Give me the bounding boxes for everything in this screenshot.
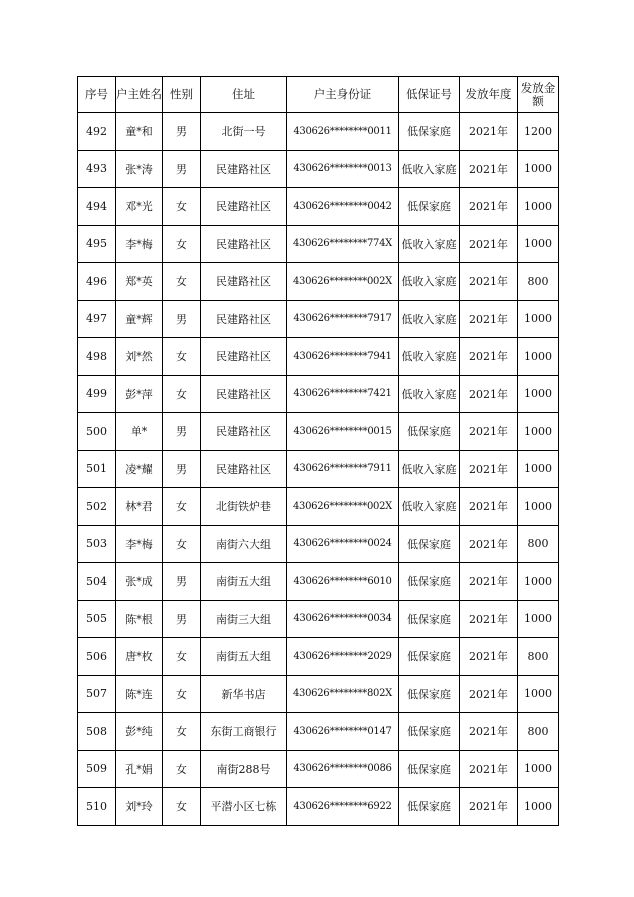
cell-id: 430626********774X <box>287 225 399 263</box>
cell-address: 北街铁炉巷 <box>201 488 287 526</box>
cell-year: 2021年 <box>460 413 518 451</box>
cell-id: 430626********6922 <box>287 788 399 826</box>
cell-address: 南街五大组 <box>201 563 287 601</box>
cell-seq: 505 <box>78 600 116 638</box>
cell-cert: 低收入家庭 <box>399 338 460 376</box>
table-row <box>78 113 559 151</box>
cell-id: 430626********002X <box>287 263 399 301</box>
cell-seq: 504 <box>78 563 116 601</box>
cell-id: 430626********2029 <box>287 638 399 676</box>
header-row <box>78 77 559 113</box>
cell-address: 民建路社区 <box>201 338 287 376</box>
cell-year: 2021年 <box>460 225 518 263</box>
table-row <box>78 375 559 413</box>
cell-year: 2021年 <box>460 300 518 338</box>
cell-amount: 1000 <box>518 150 559 188</box>
cell-name: 张*成 <box>116 563 163 601</box>
cell-seq: 493 <box>78 150 116 188</box>
cell-address: 民建路社区 <box>201 188 287 226</box>
cell-year: 2021年 <box>460 488 518 526</box>
cell-name: 彭*萍 <box>116 375 163 413</box>
cell-year: 2021年 <box>460 450 518 488</box>
cell-seq: 502 <box>78 488 116 526</box>
table-row <box>78 638 559 676</box>
cell-id: 430626********0034 <box>287 600 399 638</box>
roster-body <box>78 113 559 826</box>
table-row <box>78 188 559 226</box>
cell-seq: 499 <box>78 375 116 413</box>
cell-name: 李*梅 <box>116 225 163 263</box>
cell-seq: 501 <box>78 450 116 488</box>
cell-gender: 女 <box>163 750 201 788</box>
cell-gender: 男 <box>163 300 201 338</box>
table-row <box>78 713 559 751</box>
header-gender: 性别 <box>163 77 201 113</box>
cell-id: 430626********0024 <box>287 525 399 563</box>
cell-name: 童*辉 <box>116 300 163 338</box>
cell-id: 430626********7421 <box>287 375 399 413</box>
cell-gender: 女 <box>163 638 201 676</box>
cell-address: 民建路社区 <box>201 150 287 188</box>
cell-cert: 低保家庭 <box>399 525 460 563</box>
table-row <box>78 563 559 601</box>
cell-seq: 506 <box>78 638 116 676</box>
cell-id: 430626********6010 <box>287 563 399 601</box>
cell-amount: 1000 <box>518 488 559 526</box>
table-row <box>78 263 559 301</box>
table-row <box>78 675 559 713</box>
cell-address: 民建路社区 <box>201 300 287 338</box>
cell-cert: 低保家庭 <box>399 675 460 713</box>
cell-seq: 509 <box>78 750 116 788</box>
cell-seq: 510 <box>78 788 116 826</box>
cell-cert: 低保家庭 <box>399 713 460 751</box>
cell-amount: 1000 <box>518 338 559 376</box>
cell-amount: 1000 <box>518 225 559 263</box>
cell-seq: 494 <box>78 188 116 226</box>
table-row <box>78 750 559 788</box>
table-row <box>78 450 559 488</box>
cell-gender: 女 <box>163 263 201 301</box>
table-row <box>78 300 559 338</box>
cell-name: 刘*玲 <box>116 788 163 826</box>
cell-cert: 低收入家庭 <box>399 300 460 338</box>
cell-cert: 低保家庭 <box>399 113 460 151</box>
cell-cert: 低收入家庭 <box>399 150 460 188</box>
cell-id: 430626********7941 <box>287 338 399 376</box>
cell-id: 430626********802X <box>287 675 399 713</box>
cell-cert: 低保家庭 <box>399 188 460 226</box>
cell-seq: 496 <box>78 263 116 301</box>
cell-amount: 1000 <box>518 563 559 601</box>
table-row <box>78 413 559 451</box>
cell-gender: 男 <box>163 413 201 451</box>
header-name: 户主姓名 <box>116 77 163 113</box>
cell-id: 430626********7917 <box>287 300 399 338</box>
table-row <box>78 150 559 188</box>
cell-amount: 1000 <box>518 600 559 638</box>
cell-year: 2021年 <box>460 188 518 226</box>
table-row <box>78 788 559 826</box>
cell-seq: 495 <box>78 225 116 263</box>
cell-id: 430626********002X <box>287 488 399 526</box>
cell-year: 2021年 <box>460 150 518 188</box>
cell-gender: 男 <box>163 150 201 188</box>
table-row <box>78 225 559 263</box>
cell-name: 林*君 <box>116 488 163 526</box>
cell-name: 孔*娟 <box>116 750 163 788</box>
header-id: 户主身份证 <box>287 77 399 113</box>
cell-gender: 女 <box>163 788 201 826</box>
cell-address: 南街六大组 <box>201 525 287 563</box>
cell-name: 郑*英 <box>116 263 163 301</box>
header-year: 发放年度 <box>460 77 518 113</box>
cell-id: 430626********0147 <box>287 713 399 751</box>
cell-seq: 498 <box>78 338 116 376</box>
cell-amount: 1000 <box>518 788 559 826</box>
header-cert: 低保证号 <box>399 77 460 113</box>
cell-year: 2021年 <box>460 338 518 376</box>
cell-gender: 女 <box>163 188 201 226</box>
cell-amount: 1000 <box>518 300 559 338</box>
cell-cert: 低保家庭 <box>399 563 460 601</box>
cell-name: 凌*耀 <box>116 450 163 488</box>
cell-cert: 低收入家庭 <box>399 450 460 488</box>
header-seq: 序号 <box>78 77 116 113</box>
cell-address: 民建路社区 <box>201 225 287 263</box>
cell-address: 北街一号 <box>201 113 287 151</box>
cell-cert: 低收入家庭 <box>399 488 460 526</box>
cell-year: 2021年 <box>460 525 518 563</box>
cell-gender: 女 <box>163 225 201 263</box>
cell-name: 邓*光 <box>116 188 163 226</box>
cell-name: 唐*枚 <box>116 638 163 676</box>
cell-name: 刘*然 <box>116 338 163 376</box>
cell-amount: 1200 <box>518 113 559 151</box>
cell-id: 430626********0042 <box>287 188 399 226</box>
cell-address: 南街288号 <box>201 750 287 788</box>
cell-seq: 503 <box>78 525 116 563</box>
cell-seq: 497 <box>78 300 116 338</box>
table-row <box>78 525 559 563</box>
cell-year: 2021年 <box>460 375 518 413</box>
cell-gender: 男 <box>163 600 201 638</box>
cell-gender: 女 <box>163 675 201 713</box>
cell-cert: 低保家庭 <box>399 638 460 676</box>
cell-address: 南街五大组 <box>201 638 287 676</box>
cell-amount: 800 <box>518 638 559 676</box>
cell-cert: 低保家庭 <box>399 750 460 788</box>
table-row <box>78 600 559 638</box>
cell-year: 2021年 <box>460 788 518 826</box>
cell-year: 2021年 <box>460 600 518 638</box>
cell-cert: 低保家庭 <box>399 413 460 451</box>
cell-gender: 男 <box>163 450 201 488</box>
cell-year: 2021年 <box>460 113 518 151</box>
cell-seq: 507 <box>78 675 116 713</box>
cell-year: 2021年 <box>460 563 518 601</box>
cell-cert: 低保家庭 <box>399 788 460 826</box>
cell-year: 2021年 <box>460 638 518 676</box>
cell-address: 民建路社区 <box>201 263 287 301</box>
cell-address: 平潜小区七栋 <box>201 788 287 826</box>
cell-address: 新华书店 <box>201 675 287 713</box>
cell-year: 2021年 <box>460 675 518 713</box>
cell-cert: 低收入家庭 <box>399 263 460 301</box>
cell-gender: 女 <box>163 375 201 413</box>
cell-gender: 女 <box>163 488 201 526</box>
cell-gender: 女 <box>163 525 201 563</box>
cell-name: 童*和 <box>116 113 163 151</box>
cell-id: 430626********0011 <box>287 113 399 151</box>
cell-amount: 1000 <box>518 750 559 788</box>
cell-seq: 500 <box>78 413 116 451</box>
cell-amount: 1000 <box>518 188 559 226</box>
cell-name: 张*涛 <box>116 150 163 188</box>
cell-address: 民建路社区 <box>201 413 287 451</box>
cell-gender: 男 <box>163 113 201 151</box>
cell-seq: 508 <box>78 713 116 751</box>
cell-amount: 1000 <box>518 413 559 451</box>
cell-year: 2021年 <box>460 750 518 788</box>
cell-seq: 492 <box>78 113 116 151</box>
cell-id: 430626********0086 <box>287 750 399 788</box>
cell-cert: 低保家庭 <box>399 600 460 638</box>
cell-address: 民建路社区 <box>201 450 287 488</box>
relief-roster-table <box>77 76 559 826</box>
cell-id: 430626********0015 <box>287 413 399 451</box>
cell-amount: 1000 <box>518 450 559 488</box>
cell-name: 陈*根 <box>116 600 163 638</box>
cell-year: 2021年 <box>460 713 518 751</box>
cell-amount: 800 <box>518 263 559 301</box>
cell-gender: 女 <box>163 338 201 376</box>
cell-year: 2021年 <box>460 263 518 301</box>
cell-id: 430626********0013 <box>287 150 399 188</box>
table-row <box>78 488 559 526</box>
cell-id: 430626********7911 <box>287 450 399 488</box>
cell-amount: 1000 <box>518 375 559 413</box>
cell-cert: 低收入家庭 <box>399 375 460 413</box>
header-amount: 发放金额 <box>518 77 559 113</box>
cell-name: 陈*连 <box>116 675 163 713</box>
cell-amount: 1000 <box>518 675 559 713</box>
table-row <box>78 338 559 376</box>
cell-amount: 800 <box>518 713 559 751</box>
cell-gender: 女 <box>163 713 201 751</box>
cell-gender: 男 <box>163 563 201 601</box>
cell-cert: 低收入家庭 <box>399 225 460 263</box>
cell-address: 南街三大组 <box>201 600 287 638</box>
header-address: 住址 <box>201 77 287 113</box>
cell-address: 东街工商银行 <box>201 713 287 751</box>
cell-amount: 800 <box>518 525 559 563</box>
cell-name: 彭*纯 <box>116 713 163 751</box>
cell-name: 单* <box>116 413 163 451</box>
cell-address: 民建路社区 <box>201 375 287 413</box>
cell-name: 李*梅 <box>116 525 163 563</box>
